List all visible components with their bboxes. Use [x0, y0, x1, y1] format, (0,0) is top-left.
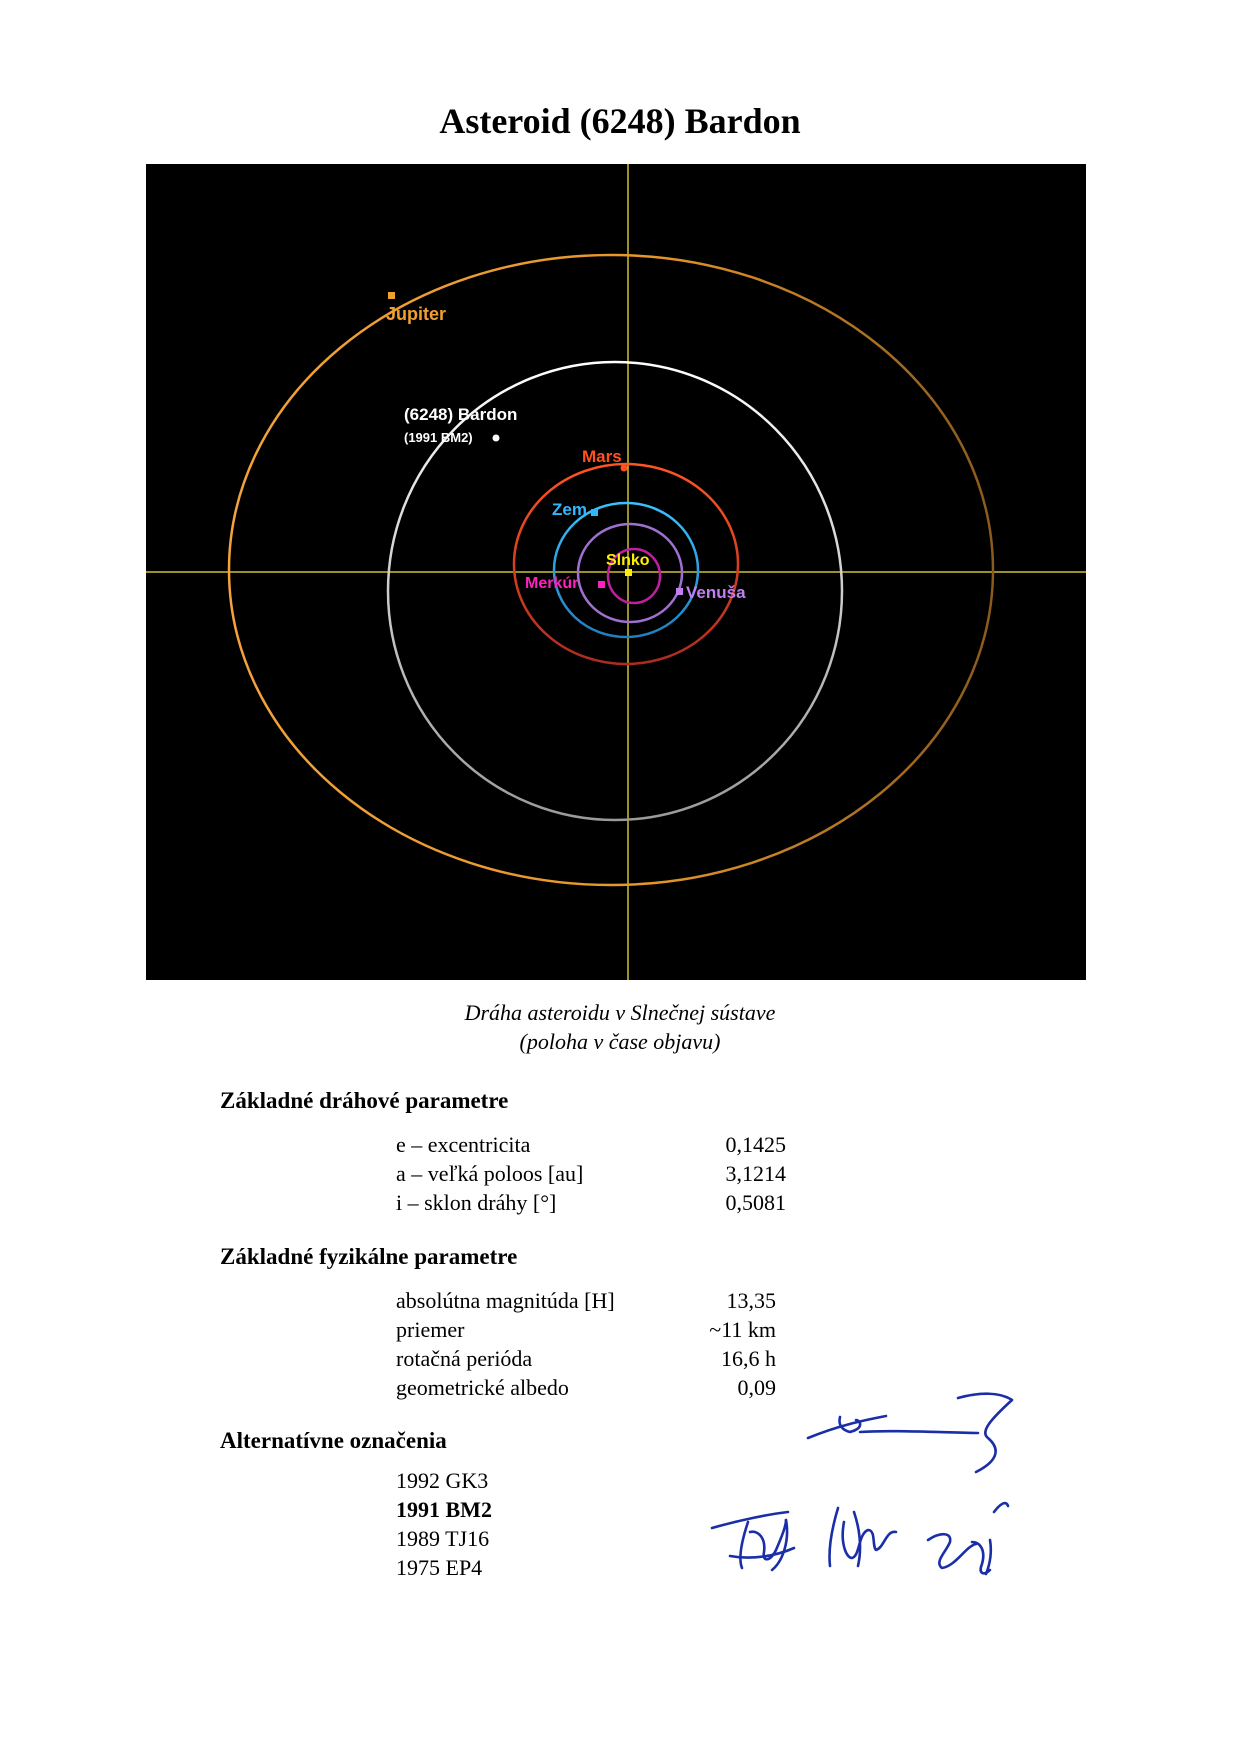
venus-marker: [676, 588, 683, 595]
bardon-sublabel: (1991 BM2): [404, 430, 473, 445]
param-label: a – veľká poloos [au]: [396, 1161, 584, 1186]
param-label: absolútna magnitúda [H]: [396, 1288, 615, 1313]
signature-1: [808, 1394, 1012, 1472]
bardon-label: (6248) Bardon: [404, 405, 518, 424]
param-value: 13,35: [726, 1288, 776, 1313]
designation-item: 1992 GK3: [396, 1468, 489, 1493]
earth-label: Zem: [552, 500, 587, 519]
page-title: Asteroid (6248) Bardon: [439, 101, 801, 141]
handwritten-signatures: [690, 1380, 1050, 1580]
mercury-marker: [598, 581, 605, 588]
mars-label: Mars: [582, 447, 622, 466]
bardon-marker: [493, 435, 500, 442]
designations-list: [396, 1466, 492, 1582]
param-label: e – excentricita: [396, 1132, 531, 1157]
mercury-label: Merkúr: [525, 575, 579, 592]
param-value: 3,1214: [725, 1161, 786, 1186]
caption-line-2: (poloha v čase objavu): [519, 1029, 721, 1054]
param-value: 0,1425: [725, 1132, 786, 1157]
physical-params-heading: Základné fyzikálne parametre: [220, 1244, 518, 1269]
signature-2: [712, 1512, 794, 1570]
param-label: priemer: [396, 1317, 465, 1342]
signature-4: [928, 1503, 1008, 1574]
designation-item: 1975 EP4: [396, 1555, 483, 1580]
param-label: i – sklon dráhy [°]: [396, 1190, 557, 1215]
designations-heading: Alternatívne označenia: [220, 1428, 447, 1453]
param-label: rotačná perióda: [396, 1346, 533, 1371]
caption-line-1: Dráha asteroidu v Slnečnej sústave: [464, 1000, 776, 1025]
param-value: 16,6 h: [721, 1346, 776, 1371]
param-value: 0,09: [737, 1375, 776, 1400]
jupiter-label: Jupiter: [386, 304, 447, 324]
param-value: 0,5081: [725, 1190, 786, 1215]
designation-item-primary: 1991 BM2: [396, 1497, 492, 1522]
orbital-params-heading: Základné dráhové parametre: [220, 1088, 509, 1113]
venus-label: Venuša: [686, 583, 746, 602]
signature-3: [829, 1508, 896, 1566]
param-value: ~11 km: [709, 1317, 776, 1342]
param-label: geometrické albedo: [396, 1375, 569, 1400]
jupiter-orbit: [229, 255, 993, 885]
sun-label: Slnko: [606, 552, 650, 569]
figure-caption: [0, 998, 1240, 1056]
sun-marker: [625, 569, 632, 576]
jupiter-marker: [388, 292, 395, 299]
orbit-diagram: [146, 164, 1086, 980]
designation-item: 1989 TJ16: [396, 1526, 490, 1551]
earth-marker: [591, 509, 598, 516]
